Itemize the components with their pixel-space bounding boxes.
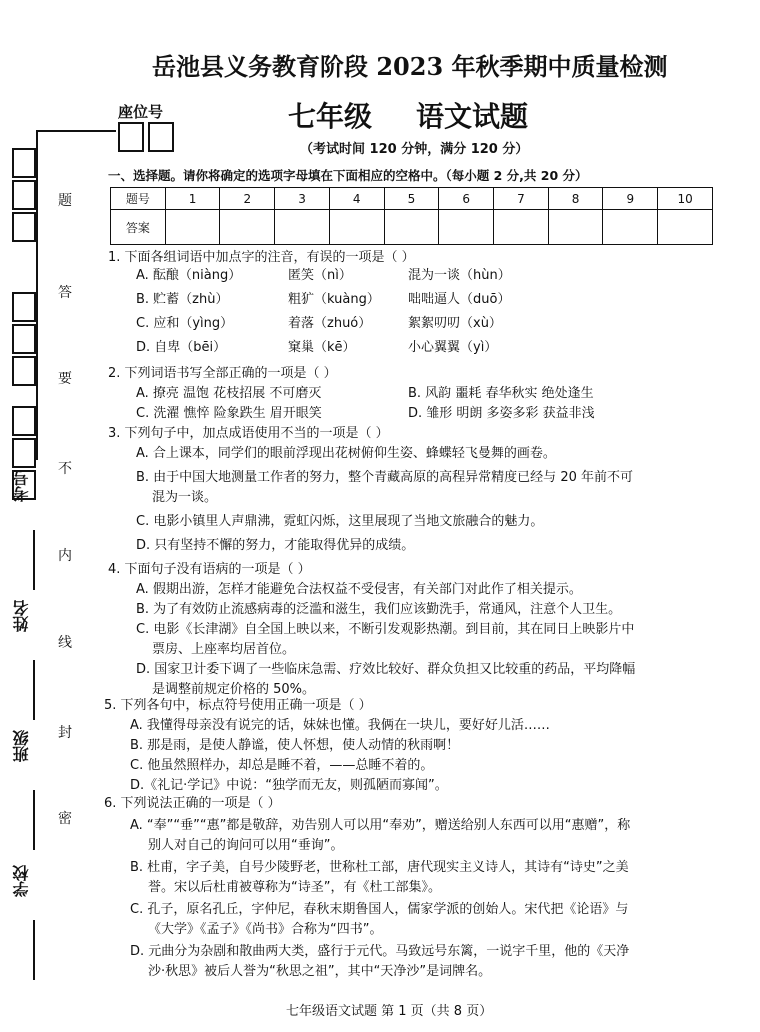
option-text: A. 我懂得母亲没有说完的话，妹妹也懂。我俩在一块儿，要好好儿活…… — [130, 718, 550, 733]
question-stem: 3. 下列句子中，加点成语使用不当的一项是（ ） — [108, 426, 389, 441]
answer-cell[interactable] — [329, 210, 384, 245]
option-text: C. 他虽然照样办，却总是睡不着，——总睡不着的。 — [130, 758, 434, 773]
answer-cell[interactable] — [220, 210, 275, 245]
option-text: 匿笑（nì） — [288, 268, 352, 283]
question-stem: 5. 下列各句中，标点符号使用正确一项是（ ） — [104, 698, 372, 713]
table-cell: 6 — [439, 188, 494, 210]
option-text: D. 只有坚持不懈的努力，才能取得优异的成绩。 — [136, 538, 415, 553]
option-text: B. 由于中国大地测量工作者的努力，整个青藏高原的高程异常精度已经与 20 年前不可 — [136, 470, 633, 485]
table-row — [111, 188, 713, 210]
exam-number-box[interactable] — [12, 180, 36, 210]
field-line — [33, 790, 35, 850]
option-text: 着落（zhuó） — [288, 316, 372, 331]
option-text: 混为一谈（hùn） — [408, 268, 511, 283]
answer-cell[interactable] — [603, 210, 658, 245]
option-text: 咄咄逼人（duō） — [408, 292, 511, 307]
exam-number-box[interactable] — [12, 212, 36, 242]
table-cell: 1 — [165, 188, 220, 210]
option-text: D. 雏形 明朗 多姿多彩 获益非浅 — [408, 406, 595, 421]
table-cell: 5 — [384, 188, 439, 210]
answer-cell[interactable] — [275, 210, 330, 245]
exam-number-box[interactable] — [12, 406, 36, 436]
option-text: C. 电影小镇里人声鼎沸，霓虹闪烁，这里展现了当地文旅融合的魅力。 — [136, 514, 544, 529]
subject-title: 语文试题 — [416, 100, 529, 133]
seal-char: 线 — [58, 635, 72, 651]
option-text: C. 孔子，原名孔丘，字仲尼，春秋末期鲁国人，儒家学派的创始人。宋代把《论语》与 — [130, 902, 629, 917]
answer-cell[interactable] — [439, 210, 494, 245]
option-text: 粗犷（kuàng） — [288, 292, 380, 307]
binding-line — [36, 130, 116, 132]
option-text: 小心翼翼（yì） — [408, 340, 498, 355]
seal-char: 封 — [58, 725, 72, 741]
answer-table — [110, 187, 713, 245]
exam-info: （考试时间 120 分钟，满分 120 分） — [300, 142, 529, 157]
answer-cell[interactable] — [494, 210, 549, 245]
answer-cell[interactable] — [548, 210, 603, 245]
section-title: 一、选择题。请你将确定的选项字母填在下面相应的空格中。（每小题 2 分,共 20 分） — [108, 168, 588, 183]
answer-cell[interactable] — [658, 210, 713, 245]
seal-char: 内 — [58, 548, 72, 564]
seal-char: 不 — [58, 461, 72, 477]
option-text: A. 酝酿（niàng） — [136, 268, 242, 283]
table-cell: 7 — [494, 188, 549, 210]
option-text: B. 风韵 噩耗 春华秋实 绝处逢生 — [408, 386, 594, 401]
exam-number-box[interactable] — [12, 356, 36, 386]
seal-char: 答 — [58, 285, 72, 301]
option-text: B. 贮蓄（zhù） — [136, 292, 229, 307]
option-text: D. 国家卫计委下调了一些临床急需、疗效比较好、群众负担又比较重的药品，平均降幅 — [136, 662, 636, 677]
table-header: 答案 — [111, 210, 166, 245]
table-header: 题号 — [111, 188, 166, 210]
option-text: A. 撩亮 温饱 花枝招展 不可磨灭 — [136, 386, 322, 401]
question-stem: 4. 下面句子没有语病的一项是（ ） — [108, 562, 311, 577]
question-stem: 6. 下列说法正确的一项是（ ） — [104, 796, 281, 811]
seal-char: 密 — [58, 811, 72, 827]
option-text: D. 元曲分为杂剧和散曲两大类，盛行于元代。马致远号东篱，一说字千里，他的《天净 — [130, 944, 630, 959]
option-text: B. 为了有效防止流感病毒的泛滥和滋生，我们应该勤洗手，常通风，注意个人卫生。 — [136, 602, 622, 617]
grade-title: 七年级 — [288, 100, 373, 133]
option-text: 窠巢（kē） — [288, 340, 356, 355]
seat-box[interactable] — [118, 122, 144, 152]
exam-number-box[interactable] — [12, 324, 36, 354]
field-label-name: 姓名 — [12, 600, 31, 632]
option-text: 誉。宋以后杜甫被尊称为“诗圣”，有《杜工部集》。 — [148, 880, 441, 895]
table-cell: 2 — [220, 188, 275, 210]
option-text: B. 杜甫，字子美，自号少陵野老，世称杜工部，唐代现实主义诗人，其诗有“诗史”之美 — [130, 860, 629, 875]
option-text: 絮絮叨叨（xù） — [408, 316, 502, 331]
option-text: 沙·秋思》被后人誉为“秋思之祖”，其中“天净沙”是词牌名。 — [148, 964, 492, 979]
option-text: A. 合上课本，同学们的眼前浮现出花树俯仰生姿、蜂蝶轻飞曼舞的画卷。 — [136, 446, 556, 461]
option-text: 混为一谈。 — [152, 490, 218, 505]
table-cell: 8 — [548, 188, 603, 210]
field-label-school: 学校 — [12, 865, 31, 897]
field-label-exam-number: 考号 — [12, 470, 31, 502]
question-stem: 2. 下列词语书写全部正确的一项是（ ） — [108, 366, 337, 381]
question-stem: 1. 下面各组词语中加点字的注音，有误的一项是（ ） — [108, 250, 415, 265]
option-text: 票房、上座率均居首位。 — [152, 642, 296, 657]
school-title: 岳池县义务教育阶段 2023 年秋季期中质量检测 — [152, 52, 668, 81]
page-footer: 七年级语文试题 第 1 页（共 8 页） — [286, 1004, 493, 1019]
binding-line — [36, 130, 38, 460]
seat-label: 座位号 — [118, 103, 164, 121]
table-cell: 3 — [275, 188, 330, 210]
table-cell: 4 — [329, 188, 384, 210]
option-text: 别人对自己的询问可以用“垂询”。 — [148, 838, 344, 853]
option-text: 是调整前规定价格的 50%。 — [152, 682, 316, 697]
option-text: C. 电影《长津湖》自全国上映以来，不断引发观影热潮。到目前，其在同日上映影片中 — [136, 622, 635, 637]
field-line — [33, 920, 35, 980]
seat-box[interactable] — [148, 122, 174, 152]
answer-cell[interactable] — [165, 210, 220, 245]
seal-char: 题 — [58, 193, 72, 209]
option-text: A. “奉”“垂”“惠”都是敬辞，劝告别人可以用“奉劝”，赠送给别人东西可以用“惠赠”，称 — [130, 818, 631, 833]
exam-number-box[interactable] — [12, 148, 36, 178]
option-text: D.《礼记·学记》中说：“独学而无友，则孤陋而寡闻”。 — [130, 778, 448, 793]
option-text: A. 假期出游，怎样才能避免合法权益不受侵害，有关部门对此作了相关提示。 — [136, 582, 582, 597]
option-text: D. 自卑（bēi） — [136, 340, 227, 355]
option-text: B. 那是雨，是使人静谧，使人怀想，使人动情的秋雨啊！ — [130, 738, 460, 753]
option-text: C. 洗濯 憔悴 险象跌生 眉开眼笑 — [136, 406, 322, 421]
binding-margin — [0, 0, 110, 1032]
field-line — [33, 660, 35, 720]
exam-number-box[interactable] — [12, 292, 36, 322]
answer-cell[interactable] — [384, 210, 439, 245]
table-row — [111, 210, 713, 245]
field-label-class: 班级 — [12, 730, 31, 762]
field-line — [33, 530, 35, 590]
exam-number-box[interactable] — [12, 438, 36, 468]
seal-char: 要 — [58, 371, 72, 387]
table-cell: 9 — [603, 188, 658, 210]
option-text: C. 应和（yìng） — [136, 316, 234, 331]
option-text: 《大学》《孟子》《尚书》合称为“四书”。 — [148, 922, 383, 937]
table-cell: 10 — [658, 188, 713, 210]
